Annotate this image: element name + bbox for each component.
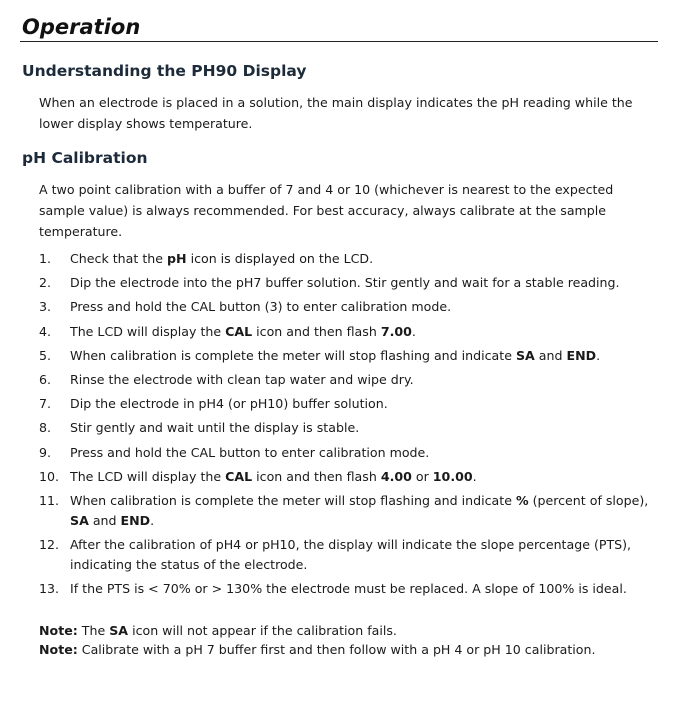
step-text: [70, 370, 659, 390]
step-number: 2.: [39, 275, 52, 291]
step-text: [70, 418, 659, 438]
calibration-step: [39, 467, 659, 487]
calibration-step: [39, 535, 659, 575]
text-run: Dip the electrode into the pH7 buffer solution. Stir gently and wait for a stable reading.: [70, 275, 620, 291]
text-run: icon will not appear if the calibration fails.: [128, 623, 397, 638]
step-number: 9.: [39, 444, 52, 460]
bold-text: 7.00: [380, 323, 412, 339]
text-run: and: [88, 512, 121, 528]
calibration-step: [39, 297, 659, 317]
calibration-step: [39, 273, 659, 293]
section-title: Operation: [22, 15, 141, 39]
step-number: 6.: [39, 371, 52, 387]
text-run: Calibrate with a pH 7 buffer first and then follow with a pH 4 or pH 10 calibration.: [77, 642, 596, 657]
calibration-heading: pH Calibration: [22, 149, 148, 167]
step-text: [70, 535, 659, 575]
text-run: (percent of slope),: [528, 492, 649, 508]
text-run: .: [472, 468, 477, 484]
step-number: 8.: [39, 420, 52, 436]
step-number: 4.: [39, 323, 52, 339]
step-number: 7.: [39, 396, 52, 412]
note-line: [39, 640, 659, 659]
bold-text: SA: [70, 512, 89, 528]
bold-text: 10.00: [432, 468, 473, 484]
text-run: When calibration is complete the meter will stop flashing and indicate: [70, 492, 516, 508]
text-run: icon is displayed on the LCD.: [186, 251, 374, 266]
text-run: .: [150, 512, 155, 528]
text-run: icon and then flash: [252, 323, 381, 339]
bold-text: SA: [109, 623, 129, 638]
calibration-step: [39, 249, 659, 269]
step-number: 3.: [39, 299, 52, 315]
bold-text: Note:: [39, 623, 78, 638]
text-run: Press and hold the CAL button (3) to enter calibration mode.: [70, 299, 452, 315]
step-number: 1.: [39, 251, 52, 266]
step-text: [70, 394, 659, 414]
step-text: [70, 249, 659, 269]
step-text: [70, 273, 659, 293]
text-run: Rinse the electrode with clean tap water and wipe dry.: [70, 371, 414, 387]
text-run: Press and hold the CAL button to enter calibration mode.: [70, 444, 430, 460]
calibration-step: [39, 394, 659, 414]
bold-text: %: [515, 492, 529, 508]
bold-text: SA: [515, 347, 535, 363]
calibration-step: [39, 346, 659, 366]
text-run: When calibration is complete the meter will stop flashing and indicate: [70, 347, 516, 363]
text-run: After the calibration of pH4 or pH10, the display will indicate the slope percentage (PTS), indicating the status of the electrode.: [70, 537, 632, 573]
step-number: 5.: [39, 347, 52, 363]
step-number: 11.: [39, 492, 60, 508]
step-number: 13.: [39, 581, 60, 597]
calibration-step: [39, 443, 659, 463]
calibration-steps-list: [39, 249, 659, 603]
calibration-step: [39, 370, 659, 390]
bold-text: END: [120, 512, 151, 528]
step-text: [70, 443, 659, 463]
step-text: [70, 491, 659, 531]
step-text: [70, 579, 659, 599]
text-run: If the PTS is < 70% or > 130% the electrode must be replaced. A slope of 100% is ideal.: [70, 581, 627, 597]
bold-text: CAL: [225, 323, 253, 339]
step-text: [70, 297, 659, 317]
notes-block: [39, 621, 659, 659]
text-run: The LCD will display the: [70, 468, 226, 484]
text-run: Dip the electrode in pH4 (or pH10) buffer solution.: [70, 396, 388, 412]
calibration-step: [39, 491, 659, 531]
display-paragraph: When an electrode is placed in a solution, the main display indicates the pH reading while the lower display shows temperature.: [39, 95, 633, 131]
bold-text: Note:: [39, 642, 78, 657]
calibration-step: [39, 418, 659, 438]
text-run: The: [77, 623, 110, 638]
bold-text: CAL: [225, 468, 253, 484]
step-text: [70, 346, 659, 366]
bold-text: END: [566, 347, 597, 363]
section-divider: [20, 41, 658, 42]
text-run: .: [596, 347, 601, 363]
text-run: and: [534, 347, 567, 363]
calibration-step: [39, 579, 659, 599]
calibration-intro: A two point calibration with a buffer of 7 and 4 or 10 (whichever is nearest to the expected sample value) is always recommended. For best accuracy, always calibrate at the sample temperature.: [39, 182, 614, 239]
bold-text: pH: [167, 251, 187, 266]
step-number: 12.: [39, 537, 60, 553]
text-run: icon and then flash: [252, 468, 381, 484]
text-run: The LCD will display the: [70, 323, 226, 339]
text-run: Check that the: [70, 251, 167, 266]
display-heading: Understanding the PH90 Display: [22, 62, 307, 80]
text-run: .: [411, 323, 416, 339]
calibration-step: [39, 322, 659, 342]
text-run: or: [411, 468, 433, 484]
note-line: [39, 621, 659, 640]
text-run: Stir gently and wait until the display is stable.: [70, 420, 360, 436]
step-text: [70, 322, 659, 342]
bold-text: 4.00: [380, 468, 412, 484]
step-number: 10.: [39, 468, 60, 484]
step-text: [70, 467, 659, 487]
